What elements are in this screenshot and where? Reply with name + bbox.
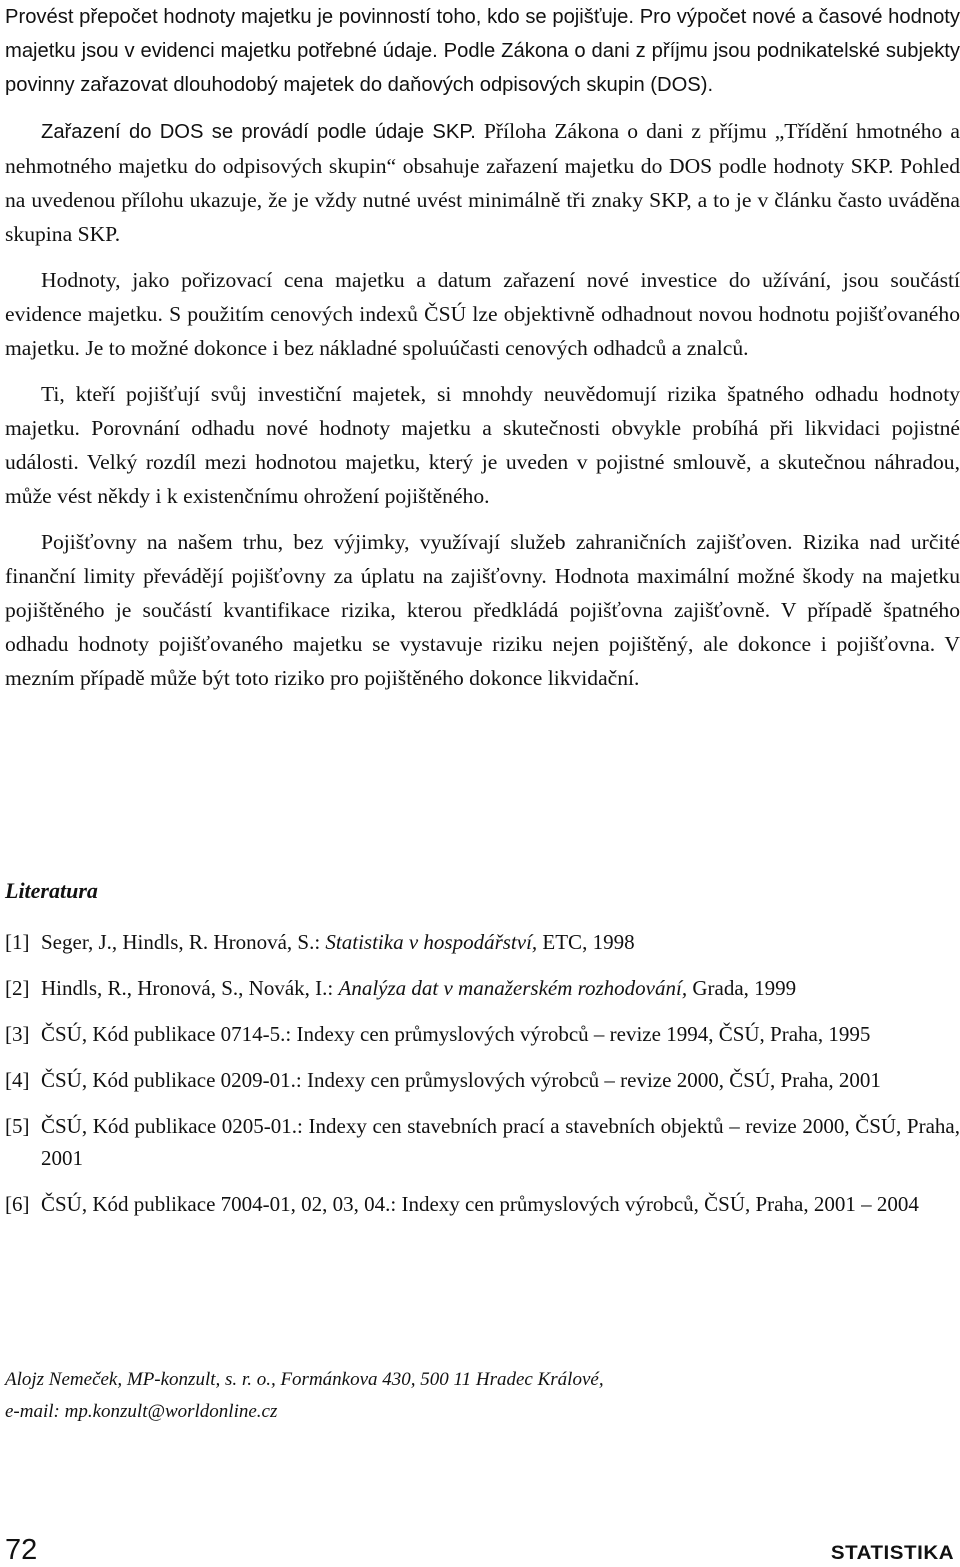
author-info — [5, 1364, 604, 1428]
paragraph-1-text: Provést přepočet hodnoty majetku je povinností toho, kdo se pojišťuje. Pro výpočet nové a časové hodnoty majetku jsou v evidenci majetku potřebné údaje. Podle Zákona o dani z příjmu jsou podnikatelské subjekty povinny zařazovat dlouhodobý majetek do daňových odpisových skupin (DOS). — [5, 6, 960, 96]
reference-text: ČSÚ, Kód publikace 0714-5.: Indexy cen průmyslových výrobců – revize 1994, ČSÚ, Praha, 1995 — [41, 1022, 871, 1046]
author-address: Alojz Nemeček, MP-konzult, s. r. o., Formánkova 430, 500 11 Hradec Králové, — [5, 1369, 604, 1390]
reference-text: ČSÚ, Kód publikace 0209-01.: Indexy cen průmyslových výrobců – revize 2000, ČSÚ, Praha, 2001 — [41, 1068, 881, 1092]
reference-list — [5, 926, 960, 1234]
paragraph-2-text: Příloha Zákona o dani z příjmu „Třídění hmotného a nehmotného majetku do odpisových skupin“ obsahuje zařazení majetku do DOS podle hodnoty SKP. Pohled na uvedenou přílohu ukazuje, že je vždy nutné uvést minimálně tři znaky SKP, a to je v článku často uváděna skupina SKP. — [5, 119, 960, 246]
paragraph-4 — [5, 377, 960, 513]
reference-number: [5] — [5, 1114, 30, 1138]
reference-item — [5, 1064, 960, 1096]
reference-text: ČSÚ, Kód publikace 0205-01.: Indexy cen stavebních prací a stavebních objektů – revize 2000, ČSÚ, Praha, 2001 — [41, 1114, 960, 1170]
paragraph-3 — [5, 263, 960, 365]
reference-publisher: Grada, 1999 — [687, 976, 797, 1000]
reference-item — [5, 972, 960, 1004]
reference-item — [5, 926, 960, 958]
reference-number: [3] — [5, 1022, 30, 1046]
paragraph-3-text: Hodnoty, jako pořizovací cena majetku a datum zařazení nové investice do užívání, jsou součástí evidence majetku. S použitím cenových indexů ČSÚ lze objektivně odhadnout novou hodnotu pojišťovaného majetku. Je to možné dokonce i bez nákladné spoluúčasti cenových odhadců a znalců. — [5, 268, 960, 360]
reference-title: Analýza dat v manažerském rozhodování, — [338, 976, 688, 1000]
reference-number: [1] — [5, 930, 30, 954]
reference-number: [2] — [5, 976, 30, 1000]
reference-text: Hindls, R., Hronová, S., Novák, I.: — [41, 976, 339, 1000]
reference-item — [5, 1110, 960, 1174]
article-body — [5, 0, 960, 695]
literature-heading: Literatura — [5, 878, 98, 903]
reference-item — [5, 1018, 960, 1050]
paragraph-5 — [5, 525, 960, 695]
reference-title: Statistika v hospodářství, — [325, 930, 538, 954]
paragraph-2-lead: Zařazení do DOS se provádí podle údaje SKP. — [41, 121, 476, 143]
author-email: e-mail: mp.konzult@worldonline.cz — [5, 1401, 278, 1422]
paragraph-4-text: Ti, kteří pojišťují svůj investiční majetek, si mnohdy neuvědomují rizika špatného odhadu hodnoty majetku. Porovnání odhadu nové hodnoty majetku a skutečnosti obvykle probíhá při likvidaci pojistné události. Velký rozdíl mezi hodnotou majetku, který je uveden v pojistné smlouvě, a skutečnou náhradou, může vést někdy i k existenčnímu ohrožení pojištěného. — [5, 382, 960, 508]
page-number: 72 — [5, 1534, 38, 1566]
paragraph-2 — [5, 114, 960, 251]
reference-item — [5, 1188, 960, 1220]
journal-logo: STATISTIKA — [830, 1543, 954, 1564]
paragraph-5-text: Pojišťovny na našem trhu, bez výjimky, využívají služeb zahraničních zajišťoven. Rizika nad určité finanční limity převádějí pojišťovny za úplatu na zajišťovny. Hodnota maximální možné škody na majetku pojištěného je součástí kvantifikace rizika, kterou předkládá pojišťovna zajišťovně. V případě špatného odhadu hodnoty pojišťovaného majetku se vystavuje riziku nejen pojištěný, ale dokonce i pojišťovna. V mezním případě může být toto riziko pro pojištěného dokonce likvidační. — [5, 530, 960, 690]
reference-number: [4] — [5, 1068, 30, 1092]
paragraph-1 — [5, 0, 960, 102]
reference-number: [6] — [5, 1192, 30, 1216]
reference-publisher: ETC, 1998 — [537, 930, 635, 954]
reference-text: ČSÚ, Kód publikace 7004-01, 02, 03, 04.: Indexy cen průmyslových výrobců, ČSÚ, Praha, 2001 – 2004 — [41, 1192, 919, 1216]
reference-text: Seger, J., Hindls, R. Hronová, S.: — [41, 930, 326, 954]
